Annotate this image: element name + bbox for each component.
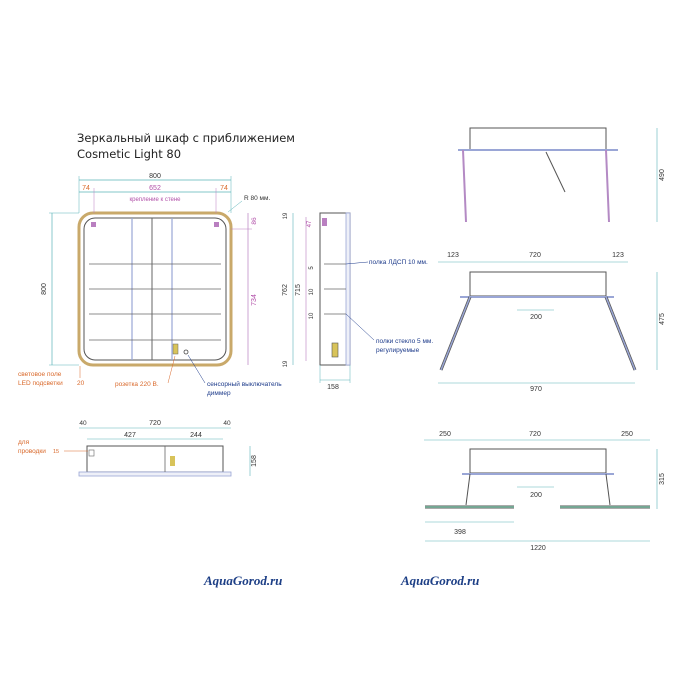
socket-top	[170, 456, 175, 466]
socket	[173, 344, 178, 354]
dim-view3-inner: 200	[530, 492, 542, 499]
dim-shelf-gap: 5	[309, 266, 315, 270]
dim-top-right: 40	[223, 420, 231, 427]
dim-top-depth: 158	[251, 455, 258, 467]
side-view	[282, 212, 433, 391]
dim-shelf-gap: 10	[309, 312, 315, 320]
adjustable-label: регулируемые	[376, 347, 420, 354]
open-view-2	[438, 252, 666, 393]
dim-top-offset: 86	[251, 217, 258, 225]
dim-view2-width: 720	[529, 252, 541, 259]
mirror-door-top	[79, 472, 231, 476]
radius-label: R 80 мм.	[244, 195, 271, 202]
cabinet-body	[470, 272, 606, 296]
drawing-model-name: Cosmetic Light 80	[77, 147, 182, 161]
dim-side-left: 74	[82, 185, 90, 192]
dim-view2-depth: 475	[659, 313, 666, 325]
door-open-right-glass	[606, 297, 635, 370]
dim-side-right: 74	[220, 185, 228, 192]
watermark-right: AquaGorod.ru	[401, 573, 480, 588]
dim-section-right: 244	[190, 432, 202, 439]
switch-icon	[184, 350, 188, 354]
dim-side-depth: 158	[327, 384, 339, 391]
wiring-hole	[89, 450, 94, 456]
dim-mount-height: 734	[251, 294, 258, 306]
light-field-label: световое поле	[18, 371, 62, 378]
dim-top-left: 40	[79, 420, 87, 427]
hinge-right	[606, 474, 610, 505]
dim-section-left: 427	[124, 432, 136, 439]
drawing-title: Зеркальный шкаф с приближением	[77, 131, 295, 145]
dim-view2-total: 970	[530, 386, 542, 393]
dim-view2-right: 123	[612, 252, 624, 259]
watermark-left: AquaGorod.ru	[204, 573, 283, 588]
dim-view3-depth: 315	[659, 473, 666, 485]
dim-view3-width: 720	[529, 431, 541, 438]
mirror-door-side	[346, 213, 350, 365]
dim-view2-inner: 200	[530, 314, 542, 321]
dim-view3-left: 250	[439, 431, 451, 438]
open-view-1	[458, 128, 666, 222]
glass-shelf-label: полки стекло 5 мм.	[376, 338, 434, 345]
door-open-left-glass	[441, 297, 470, 370]
wiring-label-2: проводки	[18, 448, 46, 455]
dim-side-bottom: 19	[283, 360, 289, 368]
socket-side	[332, 343, 338, 357]
top-view	[18, 420, 258, 476]
dim-view1-depth: 490	[659, 169, 666, 181]
dim-view3-total: 1220	[530, 545, 546, 552]
cabinet-top-body	[87, 446, 223, 472]
socket-label: розетка 220 В.	[115, 381, 159, 388]
front-view	[18, 173, 282, 397]
dim-front-height: 800	[41, 283, 48, 295]
dim-view2-left: 123	[447, 252, 459, 259]
cabinet-body	[470, 128, 606, 150]
mount-hook-side	[322, 218, 327, 226]
open-view-3	[424, 431, 666, 552]
shelf-label: полка ЛДСП 10 мм.	[369, 259, 428, 266]
inner-door-swing	[546, 152, 565, 192]
dim-side-height: 762	[282, 284, 289, 296]
wiring-label: для	[18, 439, 30, 446]
cabinet-body	[470, 449, 606, 473]
dim-side-top-inner: 47	[307, 220, 313, 228]
leader-line	[188, 355, 205, 383]
mount-hook-left	[91, 222, 96, 227]
dimmer-label: диммер	[207, 390, 231, 397]
leader-line	[228, 201, 242, 212]
dim-view3-right: 250	[621, 431, 633, 438]
dim-side-inner-height: 715	[295, 284, 302, 296]
mount-hook-right	[214, 222, 219, 227]
dim-view3-door: 398	[454, 529, 466, 536]
door-swing-right	[606, 150, 609, 222]
hinge-left	[466, 474, 470, 505]
mount-label: крепление к стене	[129, 197, 181, 203]
wiring-value: 15	[53, 449, 60, 455]
door-swing-left	[463, 150, 466, 222]
led-light-label: LED подсветки	[18, 380, 63, 387]
dim-front-width: 800	[149, 173, 161, 180]
dim-shelf-gap: 10	[309, 288, 315, 296]
dim-top-width: 720	[149, 420, 161, 427]
switch-label: сенсорный выключатель	[207, 381, 282, 388]
dim-mount-width: 652	[149, 185, 161, 192]
dim-side-top: 19	[283, 212, 289, 220]
light-field-value: 20	[77, 380, 85, 387]
